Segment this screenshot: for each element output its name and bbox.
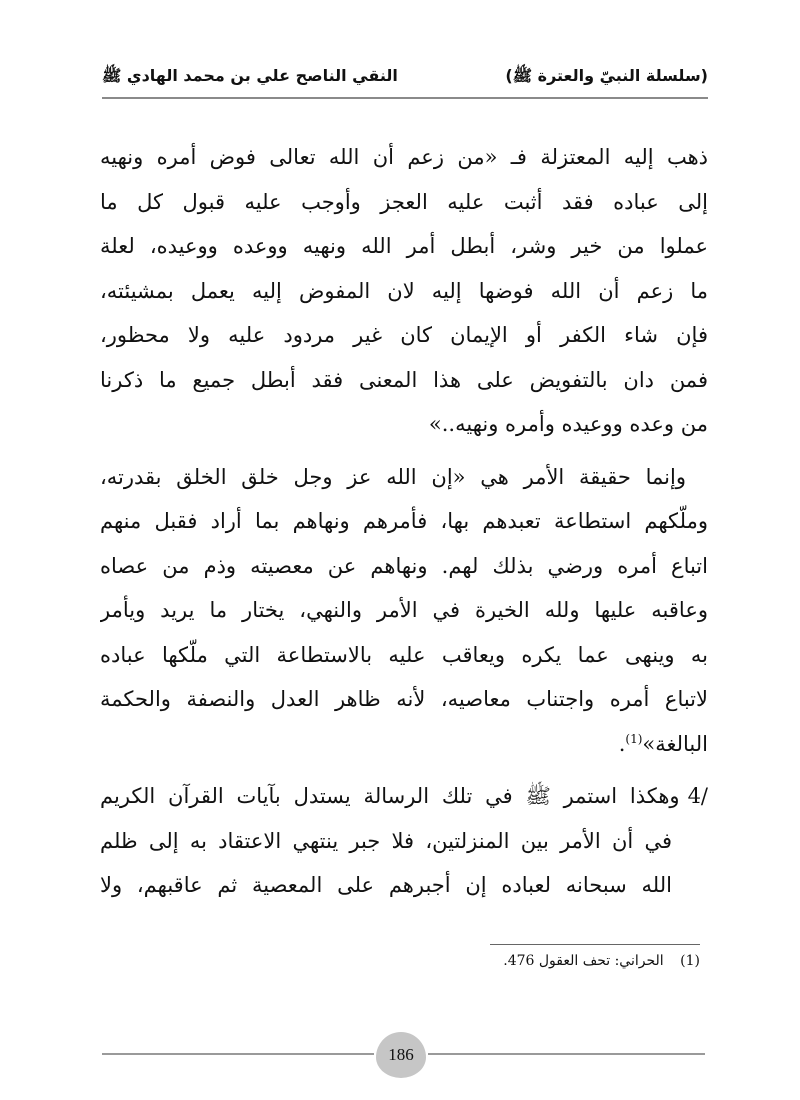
body-text <box>100 135 708 908</box>
period: . <box>618 731 626 756</box>
footnote-text: الحراني: تحف العقول 476. <box>503 953 664 969</box>
running-header <box>102 62 708 92</box>
footnote-rule <box>490 944 700 945</box>
item-number: 4/ <box>687 784 708 808</box>
text-line: ما زعم أن الله فوضها إليه لان المفوض إليه يعمل بمشيئته، <box>100 278 708 303</box>
footnote-number: (1) <box>680 953 700 969</box>
text-line: اتباع أمره ورضي بذلك لهم. ونهاهم عن معصيته وذم من عصاه <box>100 553 708 578</box>
folio-rule-left <box>102 1053 374 1055</box>
text-line: ذهب إليه المعتزلة فـ «من زعم أن الله تعالى فوض أمره ونهيه <box>100 145 708 169</box>
header-rule <box>102 97 708 99</box>
text-line-final <box>100 722 708 767</box>
paragraph-2 <box>100 455 708 767</box>
text-line: وعاقبه عليها ولله الخيرة في الأمر والنهي، يختار ما يريد ويأمر <box>100 598 708 622</box>
text-line-numbered <box>100 774 708 819</box>
page-number: 186 <box>388 1045 414 1064</box>
paragraph-1 <box>100 135 708 447</box>
text-line: عملوا من خير وشر، أبطل أمر الله ونهيه ووعده ووعيده، لعلة <box>100 234 708 258</box>
text-line: لاتباع أمره واجتناب معاصيه، لأنه ظاهر العدل والنصفة والحكمة <box>100 687 708 711</box>
book-title: النقي الناصح علي بن محمد الهادي ﷺ <box>102 65 398 85</box>
text-line: وملّكهم استطاعة تعبدهم بها، فأمرهم ونهاهم بما أراد فقبل منهم <box>100 509 708 533</box>
page-number-badge <box>376 1032 426 1078</box>
text-line: من وعده ووعيده وأمره ونهيه..» <box>428 412 708 436</box>
text-line: الله سبحانه لعباده إن أجبرهم على المعصية ثم عاقبهم، ولا <box>100 873 672 897</box>
text-line: إلى عباده فقد أثبت عليه العجز وأوجب عليه قبول كل ما <box>100 189 708 214</box>
text-fragment: وهكذا استمر ﷺ في تلك الرسالة يستدل بآيات القرآن الكريم <box>100 784 680 808</box>
text-line: فمن دان بالتفويض على هذا المعنى فقد أبطل جميع ما ذكرنا <box>100 367 708 392</box>
text-fragment: البالغة» <box>642 731 708 756</box>
series-title: (سلسلة النبيّ والعترة ﷺ) <box>505 65 708 85</box>
paragraph-3 <box>100 774 708 908</box>
text-line: وإنما حقيقة الأمر هي «إن الله عز وجل خلق الخلق بقدرته، <box>100 464 686 489</box>
folio-rule-right <box>428 1053 705 1055</box>
footnote <box>300 950 700 972</box>
text-line: به وينهى عما يكره ويعاقب عليه بالاستطاعة التي ملّكها عباده <box>100 642 708 667</box>
text-line: في أن الأمر بين المنزلتين، فلا جبر ينتهي الاعتقاد به إلى ظلم <box>100 828 672 853</box>
footnote-reference[interactable]: (1) <box>625 731 643 746</box>
text-line: فإن شاء الكفر أو الإيمان كان غير مردود عليه ولا محظور، <box>100 323 708 347</box>
